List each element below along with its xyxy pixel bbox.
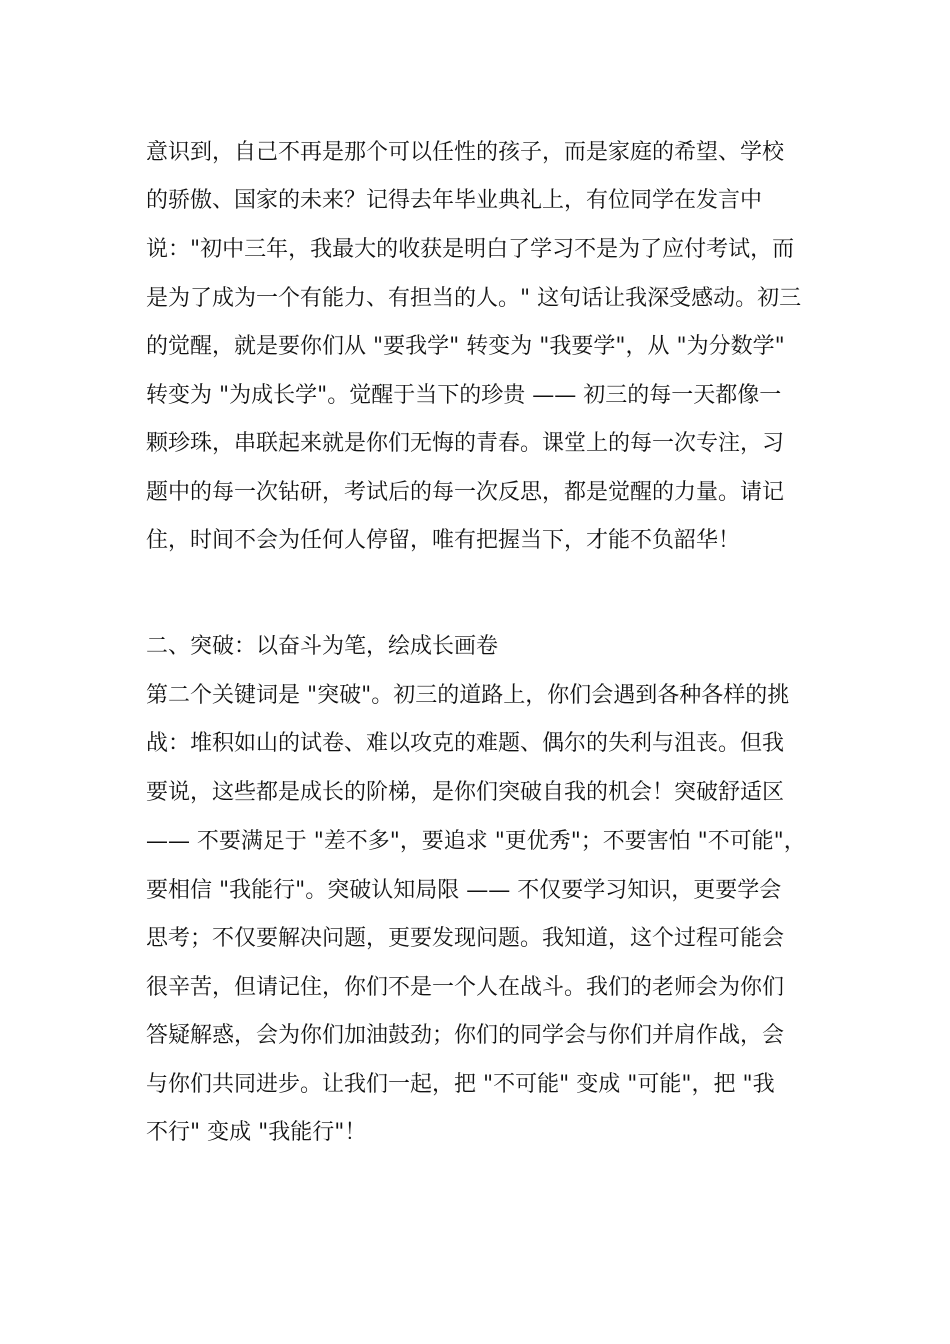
paragraph-2-line-10: 不行" 变成 "我能行"！ xyxy=(146,1120,367,1145)
paragraph-1-line-1: 意识到，自己不再是那个可以任性的孩子，而是家庭的希望、学校 xyxy=(146,140,785,165)
paragraph-1-line-5: 的觉醒，就是要你们从 "要我学" 转变为 "我要学"，从 "为分数学" xyxy=(146,334,785,359)
paragraph-2-line-4: —— 不要满足于 "差不多"，要追求 "更优秀"；不要害怕 "不可能"， xyxy=(146,829,806,854)
paragraph-2-line-5: 要相信 "我能行"。突破认知局限 —— 不仅要学习知识，更要学会 xyxy=(146,878,782,903)
paragraph-1-line-8: 题中的每一次钻研，考试后的每一次反思，都是觉醒的力量。请记 xyxy=(146,480,785,505)
paragraph-1-line-2: 的骄傲、国家的未来？记得去年毕业典礼上，有位同学在发言中 xyxy=(146,188,763,213)
paragraph-2-line-6: 思考；不仅要解决问题，更要发现问题。我知道，这个过程可能会 xyxy=(146,926,785,951)
paragraph-1-line-4: 是为了成为一个有能力、有担当的人。" 这句话让我深受感动。初三 xyxy=(146,286,802,311)
paragraph-1-line-6: 转变为 "为成长学"。觉醒于当下的珍贵 —— 初三的每一天都像一 xyxy=(146,383,782,408)
paragraph-1-line-7: 颗珍珠，串联起来就是你们无悔的青春。课堂上的每一次专注，习 xyxy=(146,431,785,456)
paragraph-2-line-7: 很辛苦，但请记住，你们不是一个人在战斗。我们的老师会为你们 xyxy=(146,975,785,1000)
paragraph-1-line-3: 说："初中三年，我最大的收获是明白了学习不是为了应付考试，而 xyxy=(146,237,795,262)
paragraph-2-line-3: 要说，这些都是成长的阶梯，是你们突破自我的机会！突破舒适区 xyxy=(146,780,785,805)
paragraph-2-line-2: 战：堆积如山的试卷、难以攻克的难题、偶尔的失利与沮丧。但我 xyxy=(146,731,785,756)
section-2-heading: 二、突破：以奋斗为笔，绘成长画卷 xyxy=(146,634,499,659)
paragraph-1-line-9: 住，时间不会为任何人停留，唯有把握当下，才能不负韶华！ xyxy=(146,528,741,553)
paragraph-2-line-8: 答疑解惑，会为你们加油鼓劲；你们的同学会与你们并肩作战，会 xyxy=(146,1023,785,1048)
paragraph-2-line-1: 第二个关键词是 "突破"。初三的道路上，你们会遇到各种各样的挑 xyxy=(146,683,790,708)
paragraph-2-line-9: 与你们共同进步。让我们一起，把 "不可能" 变成 "可能"，把 "我 xyxy=(146,1072,775,1097)
